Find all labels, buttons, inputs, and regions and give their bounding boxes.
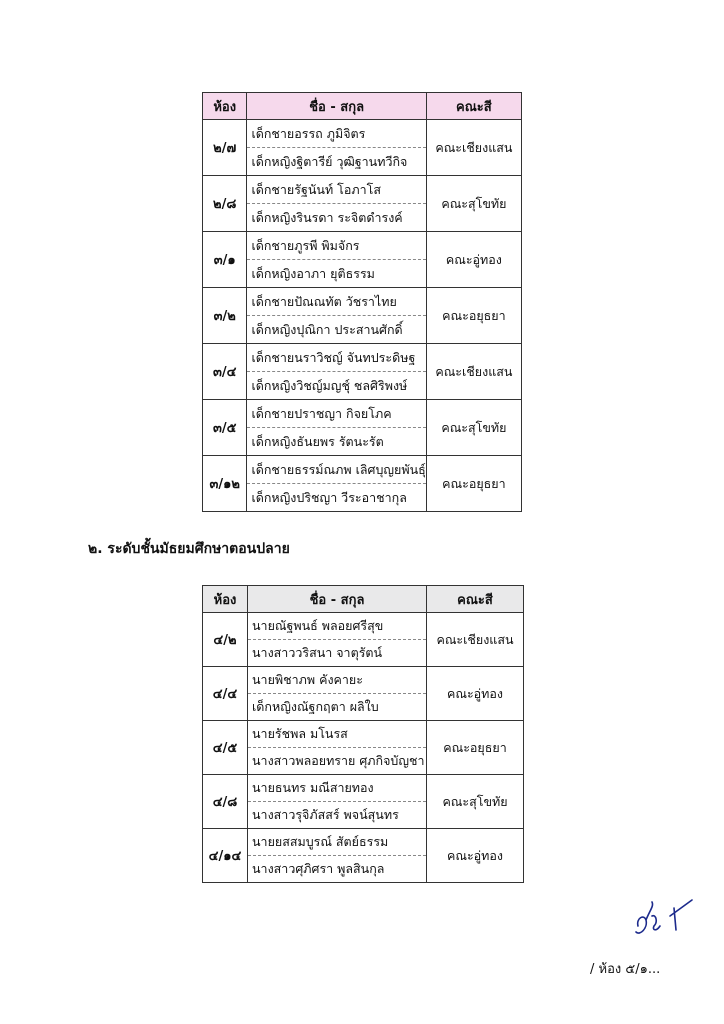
student-name: เด็กชายอรรถ ภูมิจิตร	[247, 120, 425, 148]
student-name: เด็กหญิงอาภา ยุติธรรม	[251, 266, 375, 281]
names-cell	[247, 232, 426, 288]
student-name: เด็กหญิงปริชญา วีระอาชากุล	[251, 490, 407, 505]
student-name: เด็กชายปัณณทัต วัชราไทย	[247, 288, 425, 316]
house-cell: คณะสุโขทัย	[426, 400, 521, 456]
table-row	[203, 613, 524, 667]
house-cell: คณะเชียงแสน	[426, 120, 521, 176]
room-cell: ๓/๑๒	[203, 456, 247, 512]
table-row	[203, 120, 522, 176]
student-name: นายณัฐพนธ์ พลอยศรีสุข	[248, 613, 426, 640]
names-cell	[248, 613, 427, 667]
table-header-row	[203, 93, 522, 120]
room-cell: ๒/๗	[203, 120, 247, 176]
student-name: นางสาววริสนา จาตุรัตน์	[252, 645, 383, 660]
house-cell: คณะเชียงแสน	[427, 613, 524, 667]
house-cell: คณะสุโขทัย	[426, 176, 521, 232]
student-name: เด็กชายรัฐนันท์ โอภาโส	[247, 176, 425, 204]
table-header-row	[203, 586, 524, 613]
student-name: นายรัชพล มโนรส	[248, 721, 426, 748]
room-cell: ๔/๘	[203, 775, 248, 829]
names-cell	[247, 288, 426, 344]
names-cell	[248, 775, 427, 829]
student-name: เด็กหญิงปุณิกา ประสานศักดิ์	[251, 322, 403, 337]
header-name: ชื่อ - สกุล	[248, 586, 427, 613]
header-room: ห้อง	[203, 93, 247, 120]
house-cell: คณะอยุธยา	[426, 456, 521, 512]
student-name: เด็กหญิงฐิตารีย์ วุฒิฐานทวีกิจ	[251, 154, 408, 169]
room-cell: ๔/๔	[203, 667, 248, 721]
house-cell: คณะสุโขทัย	[427, 775, 524, 829]
names-cell	[248, 667, 427, 721]
table-row	[203, 667, 524, 721]
room-cell: ๓/๑	[203, 232, 247, 288]
table-row	[203, 176, 522, 232]
room-cell: ๓/๒	[203, 288, 247, 344]
room-cell: ๔/๕	[203, 721, 248, 775]
table-row	[203, 456, 522, 512]
house-cell: คณะอู่ทอง	[426, 232, 521, 288]
house-cell: คณะอู่ทอง	[427, 829, 524, 883]
student-name: นางสาวศุภิศรา พูลสินกุล	[252, 861, 385, 876]
student-name: นายพิชาภพ คังคายะ	[248, 667, 426, 694]
student-name: เด็กชายธรรม์ณภพ เลิศบุญยพันธุ์	[247, 456, 425, 484]
student-name: นายธนทร มณีสายทอง	[248, 775, 426, 802]
student-name: เด็กหญิงณัฐกฤตา ผลิใบ	[252, 699, 379, 714]
page-continuation-note: / ห้อง ๕/๑...	[590, 962, 661, 977]
room-cell: ๓/๕	[203, 400, 247, 456]
house-assignment-table-upper-secondary	[202, 585, 524, 883]
header-name: ชื่อ - สกุล	[247, 93, 426, 120]
table-row	[203, 344, 522, 400]
room-cell: ๓/๔	[203, 344, 247, 400]
student-name: เด็กหญิงรินรดา ระจิตดำรงค์	[251, 210, 403, 225]
house-cell: คณะอยุธยา	[427, 721, 524, 775]
student-name: เด็กชายนราวิชญ์ จันทประดิษฐ	[247, 344, 425, 372]
house-cell: คณะอู่ทอง	[427, 667, 524, 721]
names-cell	[247, 400, 426, 456]
names-cell	[247, 176, 426, 232]
header-house: คณะสี	[426, 93, 521, 120]
house-assignment-table-lower-secondary	[202, 92, 522, 512]
names-cell	[247, 120, 426, 176]
room-cell: ๔/๒	[203, 613, 248, 667]
student-name: นางสาวรุจิภัสสร์ พจน์สุนทร	[252, 807, 399, 822]
table-row	[203, 829, 524, 883]
student-name: เด็กหญิงวิชญ์มญชุ์ ชลศิริพงษ์	[251, 378, 408, 393]
room-cell: ๔/๑๔	[203, 829, 248, 883]
room-cell: ๒/๘	[203, 176, 247, 232]
table-row	[203, 232, 522, 288]
names-cell	[247, 344, 426, 400]
header-room: ห้อง	[203, 586, 248, 613]
section-heading: ๒. ระดับชั้นมัธยมศึกษาตอนปลาย	[88, 541, 290, 557]
student-name: เด็กหญิงธันยพร รัตนะรัต	[251, 434, 384, 449]
header-house: คณะสี	[427, 586, 524, 613]
names-cell	[248, 721, 427, 775]
student-name: เด็กชายปราชญา กิจยโภค	[247, 400, 425, 428]
table-row	[203, 721, 524, 775]
student-name: เด็กชายภูรพี พิมจักร	[247, 232, 425, 260]
student-name: นางสาวพลอยทราย ศุภกิจบัญชา	[252, 753, 425, 768]
house-cell: คณะอยุธยา	[426, 288, 521, 344]
table-row	[203, 400, 522, 456]
names-cell	[247, 456, 426, 512]
student-name: นายยสสมบูรณ์ สัตย์ธรรม	[248, 829, 426, 856]
table-row	[203, 775, 524, 829]
names-cell	[248, 829, 427, 883]
table-row	[203, 288, 522, 344]
handwritten-signature	[626, 896, 696, 946]
house-cell: คณะเชียงแสน	[426, 344, 521, 400]
